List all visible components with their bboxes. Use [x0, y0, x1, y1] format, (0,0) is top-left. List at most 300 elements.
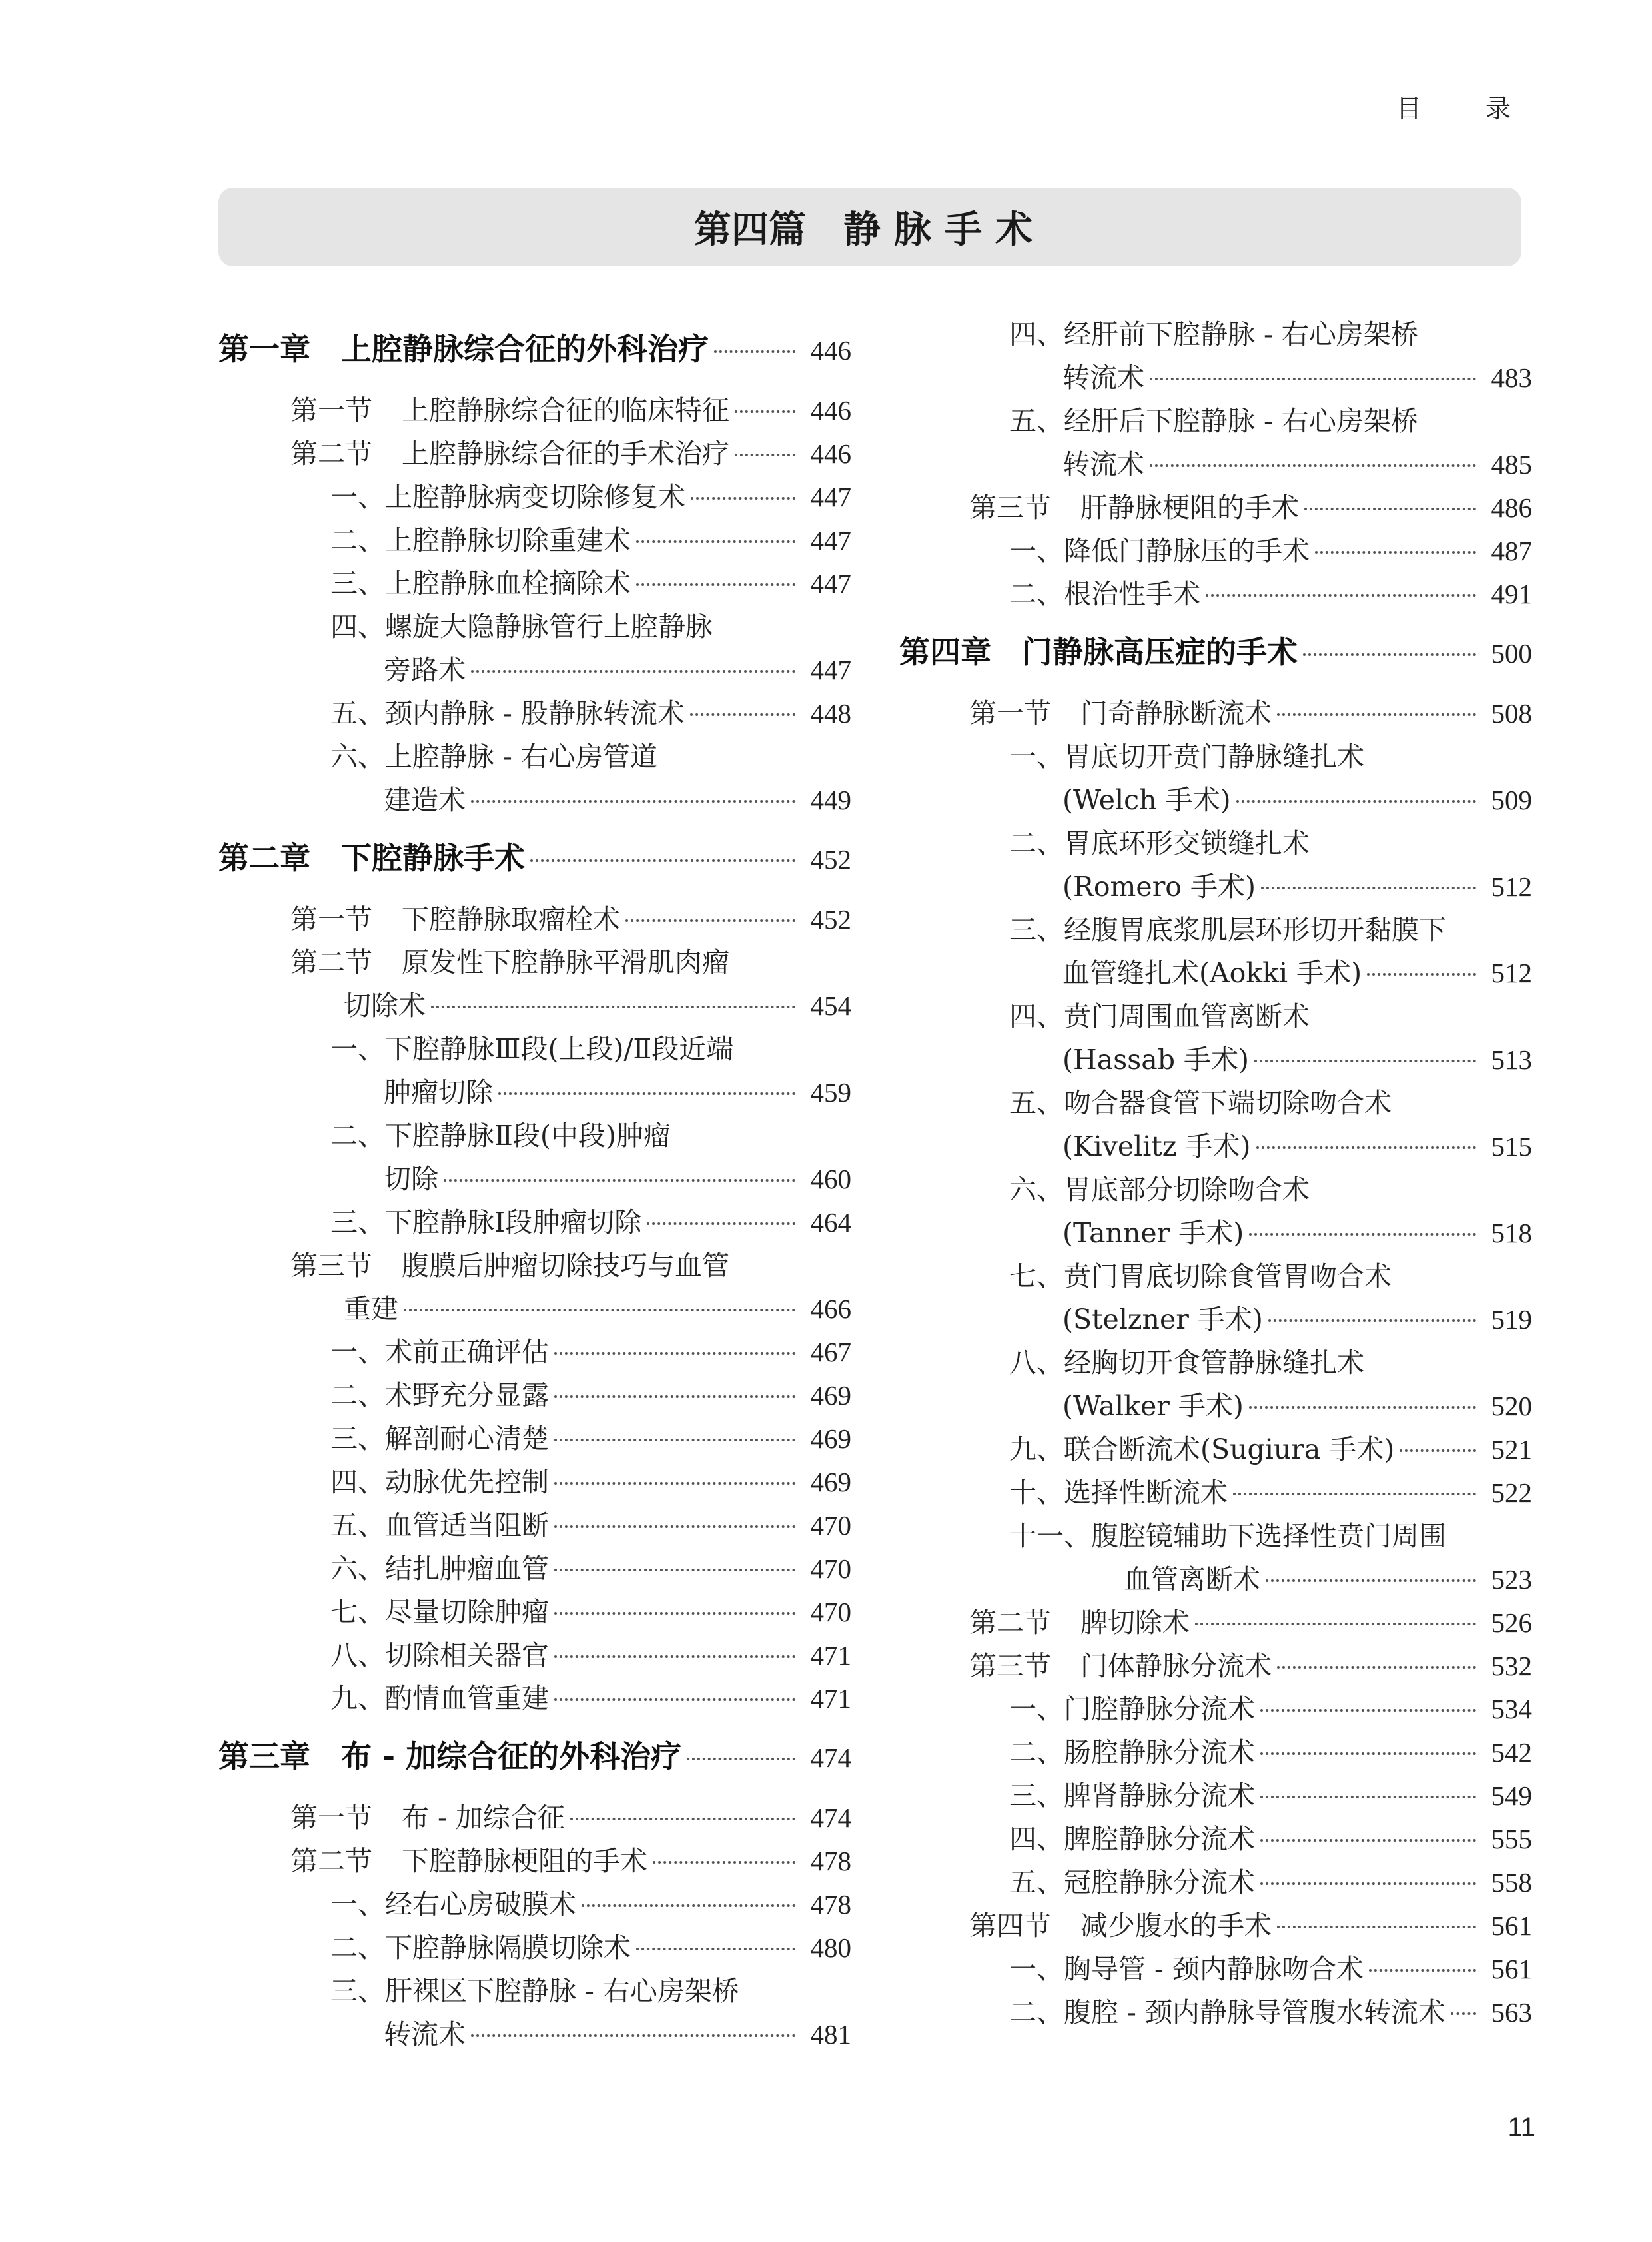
- toc-line: [969, 486, 1532, 530]
- toc-title: 四、螺旋大隐静脉管行上腔静脉: [330, 611, 713, 643]
- toc-line: [1009, 1861, 1532, 1904]
- toc-line: [290, 1796, 851, 1840]
- toc-line: [330, 1461, 851, 1504]
- toc-label: [330, 1461, 549, 1504]
- toc-label: [1009, 735, 1364, 779]
- toc-item[interactable]: [218, 605, 851, 692]
- dot-leader: [1249, 1233, 1476, 1236]
- toc-label: [1009, 1731, 1255, 1774]
- toc-chapter[interactable]: [899, 628, 1532, 677]
- dot-leader: [554, 1482, 795, 1485]
- toc-item[interactable]: [899, 1471, 1532, 1515]
- toc-label: [1009, 1471, 1228, 1515]
- dot-leader: [636, 540, 795, 543]
- toc-title: 八、切除相关器官: [330, 1639, 549, 1671]
- toc-item[interactable]: [218, 1883, 851, 1926]
- toc-item[interactable]: [899, 1428, 1532, 1471]
- toc-line: [969, 692, 1532, 735]
- toc-chapter[interactable]: [218, 834, 851, 883]
- toc-item[interactable]: [218, 1677, 851, 1720]
- toc-line: [330, 562, 851, 605]
- toc-title-continued: 重建: [344, 1293, 398, 1325]
- toc-item[interactable]: [218, 1331, 851, 1374]
- toc-number: 第二节: [969, 1607, 1051, 1639]
- toc-item[interactable]: [899, 530, 1532, 573]
- toc-item[interactable]: [218, 1634, 851, 1677]
- toc-line: [1009, 1558, 1532, 1601]
- toc-line: [330, 692, 851, 735]
- toc-section[interactable]: [899, 1645, 1532, 1688]
- toc-item[interactable]: [899, 1341, 1532, 1428]
- toc-item[interactable]: [218, 519, 851, 562]
- toc-line: [1009, 865, 1532, 909]
- toc-page-number: 447: [810, 525, 851, 556]
- toc-line: [218, 834, 851, 883]
- dot-leader: [554, 1395, 795, 1398]
- toc-title: 一、门腔静脉分流术: [1009, 1693, 1255, 1725]
- toc-line: [1009, 530, 1532, 573]
- toc-line: [1009, 1428, 1532, 1471]
- toc-number: 第三章: [218, 1738, 310, 1774]
- toc-label: [1009, 313, 1418, 356]
- toc-item[interactable]: [899, 1168, 1532, 1255]
- toc-line: [330, 1071, 851, 1114]
- toc-line: [290, 432, 851, 476]
- toc-item[interactable]: [218, 1417, 851, 1461]
- toc-page-number: 471: [810, 1640, 851, 1671]
- toc-title: 一、下腔静脉Ⅲ段(上段)/Ⅱ段近端: [330, 1033, 734, 1065]
- dot-leader: [1150, 464, 1476, 467]
- toc-title: 一、胃底切开贲门静脉缝扎术: [1009, 741, 1364, 773]
- toc-chapter[interactable]: [218, 325, 851, 374]
- toc-title: 下腔静脉手术: [341, 840, 525, 876]
- dot-leader: [554, 1525, 795, 1528]
- toc-title: 五、吻合器食管下端切除吻合术: [1009, 1087, 1392, 1119]
- toc-section[interactable]: [218, 1244, 851, 1331]
- toc-line: [330, 1504, 851, 1547]
- toc-line: [1009, 1515, 1532, 1558]
- toc-number: 第三节: [969, 492, 1051, 524]
- dot-leader: [735, 454, 795, 456]
- toc-title-continued: 转流术: [1062, 362, 1144, 394]
- toc-page-number: 471: [810, 1683, 851, 1714]
- toc-page-number: 447: [810, 482, 851, 512]
- toc-line: [1009, 1125, 1532, 1168]
- toc-line: [330, 1331, 851, 1374]
- toc-title-continued: 旁路术: [384, 654, 466, 686]
- toc-title: 七、贲门胃底切除食管胃吻合术: [1009, 1260, 1392, 1292]
- toc-title: 下腔静脉梗阻的手术: [402, 1845, 647, 1877]
- dot-leader: [690, 713, 795, 716]
- toc-label: [1009, 1428, 1394, 1471]
- toc-page-number: 474: [810, 1742, 851, 1773]
- toc-item[interactable]: [218, 476, 851, 519]
- toc-number: 第二节: [290, 946, 372, 978]
- toc-label: [290, 898, 620, 941]
- toc-section[interactable]: [218, 389, 851, 432]
- toc-label: [330, 1331, 549, 1374]
- toc-label: [1009, 530, 1310, 573]
- toc-page-number: 474: [810, 1802, 851, 1833]
- toc-line: [1009, 1731, 1532, 1774]
- toc-section[interactable]: [218, 1840, 851, 1883]
- toc-item[interactable]: [218, 735, 851, 822]
- toc-title: 六、上腔静脉 - 右心房管道: [330, 741, 657, 773]
- dot-leader: [1260, 1839, 1476, 1842]
- toc-page-number: 454: [810, 990, 851, 1021]
- toc-label: [330, 1028, 733, 1071]
- toc-line: [1009, 1212, 1532, 1255]
- toc-line: [1009, 1818, 1532, 1861]
- toc-label: [969, 1601, 1190, 1645]
- dot-leader: [554, 1612, 795, 1615]
- toc-section[interactable]: [899, 486, 1532, 530]
- toc-page-number: 513: [1491, 1044, 1532, 1075]
- toc-item[interactable]: [218, 1970, 851, 2056]
- dot-leader: [1195, 1623, 1476, 1625]
- toc-label: [330, 1374, 549, 1417]
- toc-line: [969, 1904, 1532, 1948]
- toc-title: 四、脾腔静脉分流术: [1009, 1823, 1255, 1855]
- toc-label: [1009, 1774, 1255, 1818]
- dot-leader: [1369, 1969, 1476, 1972]
- toc-label: [290, 1244, 729, 1288]
- toc-label: [969, 486, 1299, 530]
- dot-leader: [1236, 800, 1476, 803]
- toc-label: [1009, 1168, 1310, 1212]
- toc-label: [330, 476, 685, 519]
- toc-title-continued: (Kivelitz 手术): [1062, 1130, 1251, 1162]
- toc-chapter[interactable]: [218, 1732, 851, 1782]
- toc-title: 上腔静脉综合征的临床特征: [402, 394, 729, 426]
- toc-title: 一、胸导管 - 颈内静脉吻合术: [1009, 1953, 1364, 1985]
- toc-section[interactable]: [218, 1796, 851, 1840]
- toc-line: [330, 1158, 851, 1201]
- toc-page-number: 469: [810, 1380, 851, 1411]
- toc-section[interactable]: [899, 1904, 1532, 1948]
- toc-line: [330, 1374, 851, 1417]
- toc-title: 四、经肝前下腔静脉 - 右心房架桥: [1009, 318, 1418, 350]
- toc-line: [1009, 1255, 1532, 1298]
- toc-item[interactable]: [218, 1461, 851, 1504]
- toc-title: 九、联合断流术(Sugiura 手术): [1009, 1433, 1395, 1465]
- toc-label: [330, 519, 631, 562]
- toc-label: [330, 1591, 549, 1634]
- dot-leader: [554, 1569, 795, 1571]
- toc-line: [1009, 1168, 1532, 1212]
- toc-title: 肝静脉梗阻的手术: [1080, 492, 1299, 524]
- dot-leader: [1261, 887, 1476, 889]
- toc-label: [330, 735, 657, 779]
- toc-line: [330, 1634, 851, 1677]
- toc-line: [330, 1028, 851, 1071]
- toc-line: [290, 941, 851, 984]
- dot-leader: [636, 583, 795, 586]
- dot-leader: [431, 1006, 795, 1008]
- toc-item[interactable]: [218, 1547, 851, 1591]
- dot-leader: [1303, 653, 1476, 656]
- toc-title: 布 - 加综合征的外科治疗: [341, 1738, 682, 1774]
- toc-label: [1009, 1515, 1446, 1558]
- dot-leader: [1277, 1666, 1476, 1669]
- toc-title-continued: (Tanner 手术): [1062, 1217, 1244, 1249]
- toc-title: 三、肝裸区下腔静脉 - 右心房架桥: [330, 1975, 739, 2007]
- dot-leader: [1260, 1796, 1476, 1798]
- toc-item[interactable]: [899, 1948, 1532, 1991]
- toc-title: 五、冠腔静脉分流术: [1009, 1866, 1255, 1898]
- toc-page-number: 485: [1491, 449, 1532, 480]
- toc-item[interactable]: [899, 1255, 1532, 1341]
- toc-number: 第二节: [290, 1845, 372, 1877]
- toc-item[interactable]: [899, 573, 1532, 616]
- toc-page-number: 470: [810, 1597, 851, 1627]
- toc-title: 二、上腔静脉切除重建术: [330, 524, 631, 556]
- toc-label: [1009, 1861, 1255, 1904]
- toc-line: [290, 1244, 851, 1288]
- toc-page-number: 470: [810, 1510, 851, 1541]
- toc-line: [1009, 909, 1532, 952]
- toc-line: [1009, 1774, 1532, 1818]
- toc-label: [290, 941, 729, 984]
- toc-page-number: 467: [810, 1337, 851, 1367]
- toc-line: [330, 1417, 851, 1461]
- toc-line: [290, 1288, 851, 1331]
- toc-section[interactable]: [218, 898, 851, 941]
- toc-line: [330, 1547, 851, 1591]
- toc-section[interactable]: [218, 941, 851, 1028]
- dot-leader: [404, 1309, 795, 1311]
- toc-line: [218, 325, 851, 374]
- toc-title: 二、根治性手术: [1009, 578, 1200, 610]
- toc-page-number: 486: [1491, 492, 1532, 523]
- toc-number: 第四节: [969, 1910, 1051, 1942]
- toc-line: [1009, 952, 1532, 995]
- toc-section[interactable]: [218, 432, 851, 476]
- toc-number: 第一节: [969, 697, 1051, 729]
- dot-leader: [444, 1179, 795, 1182]
- toc-label: [1009, 995, 1310, 1038]
- toc-page-number: 561: [1491, 1910, 1532, 1941]
- toc-page-number: 448: [810, 698, 851, 729]
- toc-line: [290, 1840, 851, 1883]
- toc-label: [969, 692, 1272, 735]
- dot-leader: [647, 1222, 795, 1225]
- toc-number: 第四章: [899, 634, 991, 670]
- toc-label: [330, 1547, 549, 1591]
- toc-title: 脾切除术: [1080, 1607, 1190, 1639]
- dot-leader: [735, 410, 795, 413]
- dot-leader: [1400, 1449, 1476, 1452]
- toc-number: 第三节: [290, 1250, 372, 1282]
- toc-line: [1009, 1082, 1532, 1125]
- dot-leader: [1150, 378, 1476, 380]
- toc-title: 四、动脉优先控制: [330, 1466, 549, 1498]
- toc-page-number: 446: [810, 438, 851, 469]
- toc-label: [330, 562, 631, 605]
- toc-title: 门静脉高压症的手术: [1022, 634, 1298, 670]
- toc-page-number: 466: [810, 1294, 851, 1324]
- toc-page-number: 447: [810, 568, 851, 599]
- toc-page-number: 515: [1491, 1131, 1532, 1162]
- toc-item[interactable]: [899, 1082, 1532, 1168]
- toc-title: 六、胃底部分切除吻合术: [1009, 1174, 1310, 1206]
- toc-title: 六、结扎肿瘤血管: [330, 1553, 549, 1585]
- toc-page-number: 522: [1491, 1477, 1532, 1508]
- toc-line: [899, 628, 1532, 677]
- toc-item[interactable]: [218, 1591, 851, 1634]
- part-banner: [218, 188, 1521, 266]
- toc-section[interactable]: [899, 1601, 1532, 1645]
- toc-label: [330, 1504, 549, 1547]
- toc-title-continued: 建造术: [384, 784, 466, 816]
- dot-leader: [1268, 1319, 1476, 1322]
- toc-label: [290, 1796, 565, 1840]
- toc-line: [969, 1601, 1532, 1645]
- dot-leader: [554, 1698, 795, 1701]
- toc-title: 四、贲门周围血管离断术: [1009, 1000, 1310, 1032]
- toc-number: 第二章: [218, 840, 310, 876]
- dot-leader: [554, 1439, 795, 1441]
- toc-item[interactable]: [899, 400, 1532, 486]
- toc-title: 门奇静脉断流术: [1080, 697, 1272, 729]
- toc-label: [330, 1634, 549, 1677]
- toc-item[interactable]: [899, 822, 1532, 909]
- toc-page-number: 483: [1491, 362, 1532, 393]
- dot-leader: [1451, 2012, 1476, 2015]
- toc-label: [330, 692, 685, 735]
- toc-title: 二、肠腔静脉分流术: [1009, 1736, 1255, 1768]
- dot-leader: [1256, 1146, 1477, 1149]
- toc-line: [330, 1114, 851, 1158]
- toc-item[interactable]: [218, 1201, 851, 1244]
- toc-page-number: 500: [1491, 638, 1532, 669]
- toc-item[interactable]: [218, 1028, 851, 1114]
- toc-title-continued: 切除: [384, 1163, 438, 1195]
- toc-page-number: 459: [810, 1077, 851, 1108]
- toc-label: [218, 325, 709, 373]
- toc-page-number: 542: [1491, 1737, 1532, 1768]
- toc-line: [1009, 779, 1532, 822]
- dot-leader: [554, 1655, 795, 1658]
- toc-item[interactable]: [218, 692, 851, 735]
- toc-line: [1009, 995, 1532, 1038]
- toc-label: [1009, 1688, 1255, 1731]
- toc-line: [330, 519, 851, 562]
- toc-title-continued: 转流术: [384, 2018, 466, 2050]
- toc-line: [290, 984, 851, 1028]
- toc-line: [1009, 1688, 1532, 1731]
- toc-label: [1009, 1255, 1392, 1298]
- toc-item[interactable]: [899, 909, 1532, 995]
- toc-line: [330, 735, 851, 779]
- toc-line: [1009, 573, 1532, 616]
- toc-number: 第一节: [290, 394, 372, 426]
- toc-title-continued: 血管离断术: [1124, 1563, 1260, 1595]
- toc-label: [218, 1732, 681, 1780]
- toc-title: 腹膜后肿瘤切除技巧与血管: [402, 1250, 729, 1282]
- toc-label: [1009, 909, 1446, 952]
- dot-leader: [691, 497, 795, 500]
- toc-title-continued: (Romero 手术): [1062, 871, 1256, 903]
- toc-item[interactable]: [899, 1774, 1532, 1818]
- toc-title: 一、降低门静脉压的手术: [1009, 535, 1310, 567]
- toc-line: [969, 1645, 1532, 1688]
- toc-item[interactable]: [899, 1818, 1532, 1861]
- toc-title: 原发性下腔静脉平滑肌肉瘤: [402, 946, 729, 978]
- part-title: 静脉手术: [843, 208, 1046, 252]
- toc-title: 五、颈内静脉 - 股静脉转流术: [330, 697, 685, 729]
- toc-title-continued: (Hassab 手术): [1062, 1044, 1249, 1076]
- dot-leader: [625, 919, 795, 922]
- toc-title: 九、酌情血管重建: [330, 1682, 549, 1714]
- toc-page-number: 555: [1491, 1824, 1532, 1854]
- toc-label: [218, 834, 525, 882]
- toc-item[interactable]: [218, 1926, 851, 1970]
- toc-page-number: 446: [810, 335, 851, 366]
- dot-leader: [636, 1948, 795, 1950]
- toc-page-number: 549: [1491, 1780, 1532, 1811]
- dot-leader: [570, 1818, 795, 1820]
- toc-number: 第一节: [290, 903, 372, 935]
- toc-item[interactable]: [899, 1688, 1532, 1731]
- toc-label: [1009, 1341, 1364, 1385]
- toc-item[interactable]: [899, 1991, 1532, 2034]
- toc-line: [290, 389, 851, 432]
- toc-title: 二、下腔静脉Ⅱ段(中段)肿瘤: [330, 1120, 671, 1152]
- toc-line: [330, 779, 851, 822]
- toc-item[interactable]: [899, 1515, 1532, 1601]
- toc-title: 三、脾肾静脉分流术: [1009, 1780, 1255, 1812]
- toc-title: 上腔静脉综合征的外科治疗: [341, 331, 709, 367]
- toc-line: [1009, 313, 1532, 356]
- toc-label: [330, 1417, 549, 1461]
- toc-label: [330, 1677, 549, 1720]
- toc-section[interactable]: [899, 692, 1532, 735]
- toc-page-number: 478: [810, 1889, 851, 1920]
- toc-page-number: 512: [1491, 871, 1532, 902]
- toc-page-number: 526: [1491, 1607, 1532, 1638]
- toc-page-number: 534: [1491, 1694, 1532, 1724]
- toc-line: [1009, 1385, 1532, 1428]
- toc-number: 第二节: [290, 438, 372, 470]
- toc-line: [1009, 1298, 1532, 1341]
- toc-item[interactable]: [899, 313, 1532, 400]
- toc-page-number: 520: [1491, 1391, 1532, 1421]
- toc-title: 二、胃底环形交锁缝扎术: [1009, 827, 1310, 859]
- dot-leader: [471, 670, 795, 673]
- toc-title: 门体静脉分流术: [1080, 1650, 1272, 1682]
- toc-title: 十一、腹腔镜辅助下选择性贲门周围: [1009, 1520, 1446, 1552]
- toc-item[interactable]: [218, 1374, 851, 1417]
- toc-item[interactable]: [899, 735, 1532, 822]
- toc-item[interactable]: [899, 995, 1532, 1082]
- toc-item[interactable]: [899, 1861, 1532, 1904]
- dot-leader: [1233, 1493, 1476, 1495]
- toc-line: [330, 1677, 851, 1720]
- toc-label: [330, 1201, 641, 1244]
- toc-label: [969, 1904, 1272, 1948]
- toc-title-continued: 转流术: [1062, 448, 1144, 480]
- toc-page-number: 532: [1491, 1651, 1532, 1681]
- toc-line: [1009, 356, 1532, 400]
- toc-item[interactable]: [218, 562, 851, 605]
- dot-leader: [653, 1861, 795, 1864]
- toc-item[interactable]: [899, 1731, 1532, 1774]
- toc-line: [1009, 1948, 1532, 1991]
- toc-item[interactable]: [218, 1114, 851, 1201]
- toc-item[interactable]: [218, 1504, 851, 1547]
- toc-page-number: 512: [1491, 958, 1532, 988]
